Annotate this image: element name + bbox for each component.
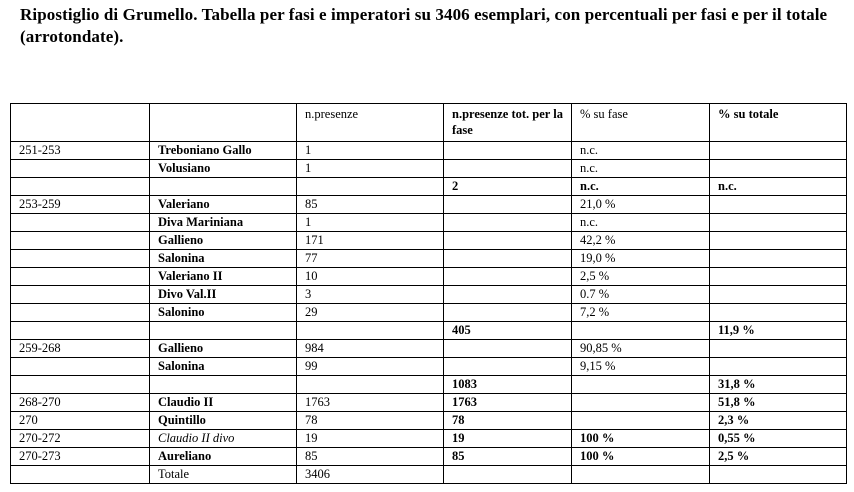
cell-phase: [11, 232, 150, 250]
table-row: [11, 178, 847, 196]
cell-emperor: Salonina: [150, 358, 297, 376]
cell-pct-total: [710, 250, 847, 268]
cell-pct-phase: [572, 466, 710, 484]
cell-presences: 3406: [297, 466, 444, 484]
cell-emperor: Totale: [150, 466, 297, 484]
cell-pct-total: [710, 214, 847, 232]
cell-phase: [11, 376, 150, 394]
cell-pct-phase: 0.7 %: [572, 286, 710, 304]
cell-presences: 171: [297, 232, 444, 250]
cell-emperor: [150, 376, 297, 394]
cell-emperor: Claudio II: [150, 394, 297, 412]
table-row: [11, 268, 847, 286]
cell-presences: 99: [297, 358, 444, 376]
cell-phase-total: [444, 160, 572, 178]
cell-emperor: Aureliano: [150, 448, 297, 466]
cell-presences: 3: [297, 286, 444, 304]
cell-pct-phase: n.c.: [572, 214, 710, 232]
cell-emperor: Treboniano Gallo: [150, 142, 297, 160]
cell-pct-total: [710, 304, 847, 322]
cell-pct-total: [710, 142, 847, 160]
cell-phase: 268-270: [11, 394, 150, 412]
cell-phase-total: [444, 250, 572, 268]
cell-presences: [297, 322, 444, 340]
cell-pct-total: [710, 286, 847, 304]
cell-phase: [11, 250, 150, 268]
table-row: [11, 160, 847, 178]
cell-phase-total: [444, 214, 572, 232]
table-row: [11, 412, 847, 430]
cell-phase-total: 2: [444, 178, 572, 196]
cell-pct-phase: 90,85 %: [572, 340, 710, 358]
cell-phase: [11, 322, 150, 340]
cell-pct-phase: n.c.: [572, 160, 710, 178]
cell-emperor: Salonino: [150, 304, 297, 322]
table-row: [11, 394, 847, 412]
cell-pct-phase: [572, 376, 710, 394]
cell-emperor: Valeriano: [150, 196, 297, 214]
cell-phase: 270: [11, 412, 150, 430]
cell-emperor: [150, 322, 297, 340]
cell-phase-total: [444, 196, 572, 214]
cell-phase-total: [444, 142, 572, 160]
table-row: [11, 430, 847, 448]
table-row: [11, 358, 847, 376]
cell-phase: [11, 160, 150, 178]
cell-phase-total: 1763: [444, 394, 572, 412]
table-row: [11, 322, 847, 340]
table-row: [11, 466, 847, 484]
cell-pct-total: [710, 268, 847, 286]
cell-emperor: Salonina: [150, 250, 297, 268]
table-row: [11, 196, 847, 214]
table-header-row: [11, 104, 847, 142]
cell-presences: 19: [297, 430, 444, 448]
header-emperor: [150, 104, 297, 142]
cell-emperor: Claudio II divo: [150, 430, 297, 448]
cell-emperor: Gallieno: [150, 232, 297, 250]
cell-phase: 251-253: [11, 142, 150, 160]
table-row: [11, 376, 847, 394]
cell-phase-total: [444, 286, 572, 304]
cell-pct-total: 51,8 %: [710, 394, 847, 412]
cell-emperor: Valeriano II: [150, 268, 297, 286]
cell-phase-total: [444, 304, 572, 322]
cell-pct-phase: 100 %: [572, 448, 710, 466]
cell-pct-total: [710, 232, 847, 250]
cell-pct-total: 2,5 %: [710, 448, 847, 466]
header-pct-total: % su totale: [710, 104, 847, 142]
table-row: [11, 232, 847, 250]
cell-phase: [11, 466, 150, 484]
cell-phase-total: [444, 466, 572, 484]
cell-pct-total: [710, 160, 847, 178]
cell-presences: 77: [297, 250, 444, 268]
cell-phase-total: 19: [444, 430, 572, 448]
cell-phase: [11, 304, 150, 322]
cell-phase: 270-272: [11, 430, 150, 448]
cell-presences: 85: [297, 448, 444, 466]
cell-pct-total: [710, 466, 847, 484]
cell-presences: [297, 178, 444, 196]
cell-phase: [11, 358, 150, 376]
cell-pct-phase: 2,5 %: [572, 268, 710, 286]
cell-pct-total: [710, 358, 847, 376]
cell-emperor: Gallieno: [150, 340, 297, 358]
cell-pct-phase: 42,2 %: [572, 232, 710, 250]
cell-pct-phase: [572, 412, 710, 430]
cell-phase-total: [444, 340, 572, 358]
cell-pct-phase: 7,2 %: [572, 304, 710, 322]
cell-presences: 78: [297, 412, 444, 430]
table-row: [11, 340, 847, 358]
cell-pct-phase: n.c.: [572, 178, 710, 196]
cell-pct-phase: [572, 394, 710, 412]
cell-emperor: [150, 178, 297, 196]
cell-phase-total: 85: [444, 448, 572, 466]
document-title: Ripostiglio di Grumello. Tabella per fasi e imperatori su 3406 esemplari, con percentuali per fasi e per il totale (arrotondate).: [20, 5, 828, 46]
cell-pct-total: 11,9 %: [710, 322, 847, 340]
cell-pct-total: 2,3 %: [710, 412, 847, 430]
cell-phase-total: 78: [444, 412, 572, 430]
cell-pct-phase: 9,15 %: [572, 358, 710, 376]
cell-phase: 270-273: [11, 448, 150, 466]
cell-emperor: Quintillo: [150, 412, 297, 430]
cell-phase-total: [444, 232, 572, 250]
header-presences: n.presenze: [297, 104, 444, 142]
table-row: [11, 250, 847, 268]
cell-phase: [11, 178, 150, 196]
cell-pct-phase: 21,0 %: [572, 196, 710, 214]
cell-presences: 1: [297, 142, 444, 160]
table-row: [11, 286, 847, 304]
header-phase: [11, 104, 150, 142]
cell-presences: 1763: [297, 394, 444, 412]
table-row: [11, 142, 847, 160]
coin-hoard-table: [10, 103, 847, 484]
cell-pct-total: [710, 340, 847, 358]
cell-presences: 1: [297, 214, 444, 232]
header-pct-phase: % su fase: [572, 104, 710, 142]
cell-pct-phase: [572, 322, 710, 340]
table-row: [11, 304, 847, 322]
cell-pct-total: [710, 196, 847, 214]
table-row: [11, 448, 847, 466]
cell-pct-phase: 100 %: [572, 430, 710, 448]
cell-presences: [297, 376, 444, 394]
cell-pct-total: 31,8 %: [710, 376, 847, 394]
cell-phase: 253-259: [11, 196, 150, 214]
cell-emperor: Diva Mariniana: [150, 214, 297, 232]
cell-presences: 29: [297, 304, 444, 322]
cell-phase: 259-268: [11, 340, 150, 358]
cell-pct-total: n.c.: [710, 178, 847, 196]
cell-presences: 85: [297, 196, 444, 214]
cell-phase: [11, 286, 150, 304]
cell-phase: [11, 214, 150, 232]
cell-emperor: Volusiano: [150, 160, 297, 178]
cell-phase-total: [444, 268, 572, 286]
header-phase-total: n.presenze tot. per la fase: [444, 104, 572, 142]
cell-presences: 1: [297, 160, 444, 178]
cell-pct-total: 0,55 %: [710, 430, 847, 448]
cell-emperor: Divo Val.II: [150, 286, 297, 304]
cell-pct-phase: n.c.: [572, 142, 710, 160]
table-row: [11, 214, 847, 232]
cell-phase-total: 405: [444, 322, 572, 340]
cell-phase: [11, 268, 150, 286]
cell-presences: 984: [297, 340, 444, 358]
cell-pct-phase: 19,0 %: [572, 250, 710, 268]
cell-phase-total: 1083: [444, 376, 572, 394]
cell-phase-total: [444, 358, 572, 376]
cell-presences: 10: [297, 268, 444, 286]
